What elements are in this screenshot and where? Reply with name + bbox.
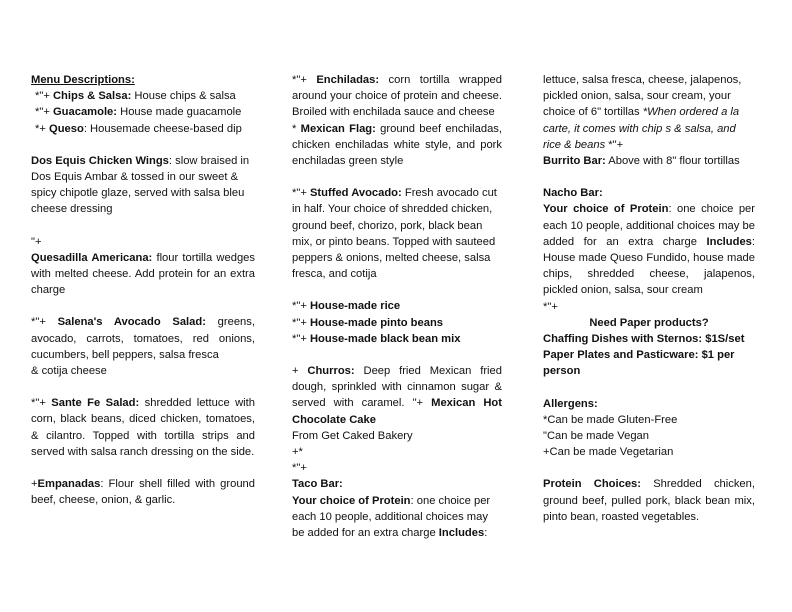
item-chicken-wings: Dos Equis Chicken Wings: slow braised in Dos Equis Ambar & tossed in our sweet & spicy chipotle glaze, served with salsa bleu cheese dressing bbox=[31, 154, 250, 216]
menu-heading: Menu Descriptions: bbox=[31, 74, 135, 86]
menu-column-3 bbox=[543, 72, 755, 525]
chafing-dishes: Chaffing Dishes with Sternos: $1S/set bbox=[543, 333, 745, 346]
nacho-bar-symbol: *"+ bbox=[543, 300, 558, 313]
paper-plates: Paper Plates and Pasticware: $1 per person bbox=[543, 349, 735, 378]
taco-bar-heading: Taco Bar: bbox=[292, 478, 343, 491]
item-mexican-flag: * Mexican Flag: ground beef enchiladas, chicken enchiladas white style, and pork enchiladas green style bbox=[292, 122, 502, 168]
item-churros: + Churros: Deep fried Mexican fried dough, sprinkled with cinnamon sugar & served with caramel. "+ Mexican Hot Chocolate Cake bbox=[292, 365, 502, 426]
item-pinto-beans: *"+ House-made pinto beans bbox=[292, 316, 443, 329]
item-queso: *+ Queso: Housemade cheese-based dip bbox=[35, 122, 242, 135]
symbol-line-2: *"+ bbox=[292, 462, 307, 475]
protein-choices: Protein Choices: Shredded chicken, ground beef, pulled pork, black bean mix, pinto bean, roasted vegetables. bbox=[543, 478, 755, 523]
taco-bar-continued: lettuce, salsa fresca, cheese, jalapenos, pickled onion, salsa, sour cream, your choice of 6" tortillas *When ordered a la carte, it comes with chip s & salsa, and rice & beans *"+ bbox=[543, 74, 742, 151]
allergen-vegan: "Can be made Vegan bbox=[543, 430, 649, 443]
item-enchiladas: *"+ Enchiladas: corn tortilla wrapped around your choice of protein and cheese. Broiled with enchilada sauce and cheese bbox=[292, 74, 502, 119]
item-quesadilla-symbol: "+ bbox=[31, 235, 42, 248]
item-guacamole: *"+ Guacamole: House made guacamole bbox=[35, 106, 242, 119]
symbol-line-1: +* bbox=[292, 446, 303, 459]
allergen-gluten-free: *Can be made Gluten-Free bbox=[543, 413, 678, 426]
paper-products-heading: Need Paper products? bbox=[589, 316, 709, 329]
item-chips-salsa: *"+ Chips & Salsa: House chips & salsa bbox=[35, 90, 236, 103]
item-quesadilla: Quesadilla Americana: flour tortilla wedges with melted cheese. Add protein for an extra charge bbox=[31, 251, 255, 297]
item-cake-bakery: From Get Caked Bakery bbox=[292, 429, 413, 442]
allergen-vegetarian: +Can be made Vegetarian bbox=[543, 446, 674, 459]
item-salena-salad: *"+ Salena's Avocado Salad: greens, avocado, carrots, tomatoes, red onions, cucumbers, bell peppers, salsa fresca bbox=[31, 316, 255, 361]
menu-column-2 bbox=[292, 72, 502, 541]
item-santefe-salad: *"+ Sante Fe Salad: shredded lettuce with corn, black beans, diced chicken, tomatoes, & cilantro. Topped with tortilla strips and served with salsa ranch dressing on the side. bbox=[31, 397, 255, 458]
item-black-bean-mix: *"+ House-made black bean mix bbox=[292, 332, 461, 345]
item-empanadas: +Empanadas: Flour shell filled with ground beef, cheese, onion, & garlic. bbox=[31, 478, 255, 507]
burrito-bar: Burrito Bar: Above with 8" flour tortillas bbox=[543, 155, 740, 168]
menu-column-1 bbox=[31, 72, 255, 508]
allergens-heading: Allergens: bbox=[543, 397, 598, 410]
nacho-bar-protein: Your choice of Protein: one choice per each 10 people, additional choices may be added for an extra charge Includes: House made Queso Fundido, house made chips, shredded cheese, jalapenos, pickled onion, salsa, sour cream bbox=[543, 203, 755, 297]
item-salena-salad-end: & cotija cheese bbox=[31, 365, 107, 378]
nacho-bar-heading: Nacho Bar: bbox=[543, 187, 603, 200]
item-rice: *"+ House-made rice bbox=[292, 300, 401, 313]
taco-bar-protein: Your choice of Protein: one choice per each 10 people, additional choices may be added for an extra charge Includes: bbox=[292, 494, 491, 540]
item-stuffed-avocado: *"+ Stuffed Avocado: Fresh avocado cut in half. Your choice of shredded chicken, ground beef, chorizo, pork, black bean mix, or pinto beans. Topped with sauteed peppers & onions, melted cheese, salsa fresca, and cotija bbox=[292, 187, 497, 281]
